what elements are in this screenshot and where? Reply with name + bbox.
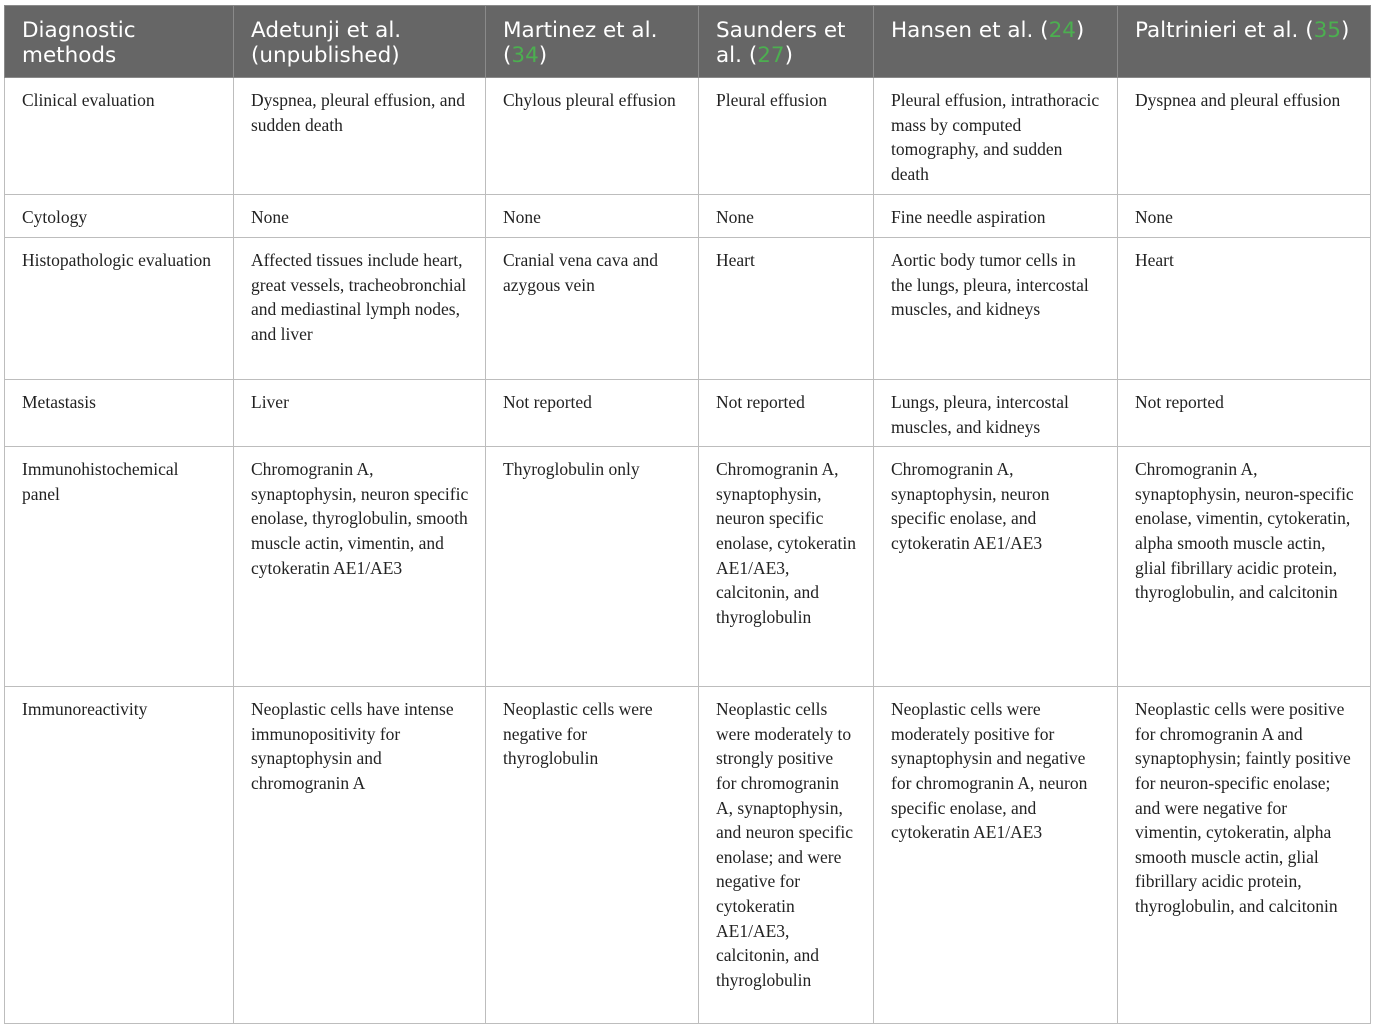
cell-paltrinieri: Heart bbox=[1118, 238, 1371, 380]
cell-saunders: Neoplastic cells were moderately to strongly positive for chromogranin A, synaptophysin, and neuron specific enolase; and were negative for cytokeratin AE1/AE3, calcitonin, and thyroglobulin bbox=[699, 687, 874, 1024]
cell-method: Clinical evaluation bbox=[5, 78, 234, 195]
cell-martinez: Thyroglobulin only bbox=[486, 447, 699, 687]
header-diagnostic-methods: Diagnostic methods bbox=[5, 6, 234, 78]
cell-adetunji: Neoplastic cells have intense immunopositivity for synaptophysin and chromogranin A bbox=[234, 687, 486, 1024]
cell-method: Cytology bbox=[5, 195, 234, 238]
table-header bbox=[5, 6, 1371, 78]
cell-paltrinieri: None bbox=[1118, 195, 1371, 238]
cell-adetunji: Liver bbox=[234, 380, 486, 447]
cell-martinez: Cranial vena cava and azygous vein bbox=[486, 238, 699, 380]
cell-hansen: Neoplastic cells were moderately positive for synaptophysin and negative for chromogranin A, neuron specific enolase, and cytokeratin AE1/AE3 bbox=[874, 687, 1118, 1024]
cell-method: Immunoreactivity bbox=[5, 687, 234, 1024]
table-row bbox=[5, 78, 1371, 195]
header-paltrinieri: Paltrinieri et al. (35) bbox=[1118, 6, 1371, 78]
table-row bbox=[5, 195, 1371, 238]
cell-martinez: Not reported bbox=[486, 380, 699, 447]
diagnostic-methods-table bbox=[4, 5, 1371, 1024]
cell-saunders: Pleural effusion bbox=[699, 78, 874, 195]
reference-link-34[interactable]: 34 bbox=[511, 43, 539, 68]
cell-adetunji: Dyspnea, pleural effusion, and sudden death bbox=[234, 78, 486, 195]
header-row bbox=[5, 6, 1371, 78]
cell-hansen: Pleural effusion, intrathoracic mass by computed tomography, and sudden death bbox=[874, 78, 1118, 195]
cell-saunders: Not reported bbox=[699, 380, 874, 447]
cell-method: Histopathologic evaluation bbox=[5, 238, 234, 380]
header-hansen: Hansen et al. (24) bbox=[874, 6, 1118, 78]
cell-martinez: Chylous pleural effusion bbox=[486, 78, 699, 195]
table-row bbox=[5, 447, 1371, 687]
cell-martinez: None bbox=[486, 195, 699, 238]
cell-hansen: Fine needle aspiration bbox=[874, 195, 1118, 238]
cell-saunders: None bbox=[699, 195, 874, 238]
header-saunders: Saunders et al. (27) bbox=[699, 6, 874, 78]
cell-paltrinieri: Neoplastic cells were positive for chromogranin A and synaptophysin; faintly positive for neuron-specific enolase; and were negative for vimentin, cytokeratin, alpha smooth muscle actin, glial fibrillary acidic protein, thyroglobulin, and calcitonin bbox=[1118, 687, 1371, 1024]
cell-saunders: Chromogranin A, synaptophysin, neuron specific enolase, cytokeratin AE1/AE3, calcitonin, and thyroglobulin bbox=[699, 447, 874, 687]
cell-hansen: Chromogranin A, synaptophysin, neuron specific enolase, and cytokeratin AE1/AE3 bbox=[874, 447, 1118, 687]
header-adetunji: Adetunji et al. (unpublished) bbox=[234, 6, 486, 78]
cell-hansen: Lungs, pleura, intercostal muscles, and kidneys bbox=[874, 380, 1118, 447]
header-martinez: Martinez et al. (34) bbox=[486, 6, 699, 78]
reference-link-24[interactable]: 24 bbox=[1048, 18, 1076, 43]
table-row bbox=[5, 238, 1371, 380]
cell-paltrinieri: Dyspnea and pleural effusion bbox=[1118, 78, 1371, 195]
cell-adetunji: Affected tissues include heart, great vessels, tracheobronchial and mediastinal lymph nodes, and liver bbox=[234, 238, 486, 380]
cell-method: Immunohistochemical panel bbox=[5, 447, 234, 687]
cell-hansen: Aortic body tumor cells in the lungs, pleura, intercostal muscles, and kidneys bbox=[874, 238, 1118, 380]
cell-saunders: Heart bbox=[699, 238, 874, 380]
cell-martinez: Neoplastic cells were negative for thyroglobulin bbox=[486, 687, 699, 1024]
table-row bbox=[5, 380, 1371, 447]
cell-adetunji: None bbox=[234, 195, 486, 238]
table-body bbox=[5, 78, 1371, 1024]
reference-link-27[interactable]: 27 bbox=[757, 43, 785, 68]
cell-method: Metastasis bbox=[5, 380, 234, 447]
cell-paltrinieri: Chromogranin A, synaptophysin, neuron-specific enolase, vimentin, cytokeratin, alpha smooth muscle actin, glial fibrillary acidic protein, thyroglobulin, and calcitonin bbox=[1118, 447, 1371, 687]
table-row bbox=[5, 687, 1371, 1024]
cell-adetunji: Chromogranin A, synaptophysin, neuron specific enolase, thyroglobulin, smooth muscle actin, vimentin, and cytokeratin AE1/AE3 bbox=[234, 447, 486, 687]
cell-paltrinieri: Not reported bbox=[1118, 380, 1371, 447]
reference-link-35[interactable]: 35 bbox=[1313, 18, 1341, 43]
